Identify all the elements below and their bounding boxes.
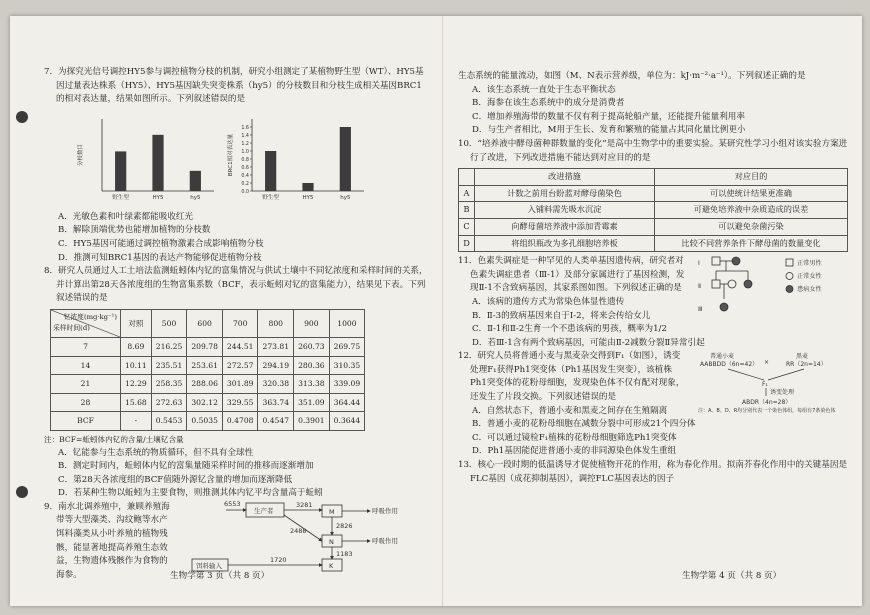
male-symbol bbox=[712, 280, 720, 288]
column-header-conc: 1000 bbox=[329, 309, 365, 337]
question-13-stem: 13．核心一段时期的低温诱导才促使植物开花的作用，称为春化作用。拟南芥春化作用中的关键基因是FLC基因（成花抑制基因），调控FLC基因表达的因子 bbox=[458, 460, 848, 484]
diagram-note: 注：A、B、D、R均分别代表一个染色体组，每组有7条染色体 bbox=[698, 408, 836, 415]
right-page bbox=[442, 16, 862, 486]
parent-1-genotype: AABBDD（6n=42） bbox=[700, 361, 759, 369]
column-header-purpose: 对应目的 bbox=[655, 169, 848, 186]
y-tick-label: 0.0 bbox=[241, 189, 249, 195]
table-cell: 351.09 bbox=[294, 393, 330, 412]
table-cell: 0.3901 bbox=[294, 412, 330, 431]
y-tick-label: 1.2 bbox=[241, 141, 249, 147]
page-footer-right: 生物学第 4 页（共 8 页） bbox=[682, 571, 782, 581]
table-cell: 364.44 bbox=[329, 393, 365, 412]
table-cell: 273.81 bbox=[258, 337, 294, 356]
x-tick-label: 野生型 bbox=[262, 194, 279, 201]
table-cell: 258.35 bbox=[151, 375, 187, 394]
table-cell: 209.78 bbox=[187, 337, 223, 356]
left-page bbox=[10, 16, 442, 579]
question-8-table bbox=[50, 309, 365, 431]
table-cell: - bbox=[121, 412, 152, 431]
bar bbox=[152, 135, 163, 191]
generation-label: Ⅲ bbox=[698, 306, 703, 314]
legend-label: 正常男性 bbox=[797, 260, 822, 268]
table-cell: 计数之前用台盼蓝对酵母菌染色 bbox=[475, 185, 655, 202]
f1-genotype: ABDR（4n=28） bbox=[742, 399, 792, 407]
cross-symbol: × bbox=[764, 359, 770, 367]
feed-label: 饵料输入 bbox=[196, 561, 222, 570]
legend-female-icon bbox=[786, 273, 793, 280]
affected-female-symbol bbox=[732, 257, 740, 265]
row-label: C bbox=[459, 218, 475, 235]
question-12-option-d: D．Ph1基因能促进普通小麦的非同源染色体发生重组 bbox=[472, 446, 677, 457]
row-label: 14 bbox=[51, 356, 121, 375]
table-header-row bbox=[51, 309, 365, 337]
question-9-option-d: D．与生产者相比，M用于生长、发育和繁殖的能量占其同化量比例更小 bbox=[472, 125, 746, 136]
x-tick-label: 野生型 bbox=[112, 194, 129, 201]
table-cell: 272.57 bbox=[222, 356, 258, 375]
row-label: D bbox=[459, 235, 475, 252]
question-12-option-c: C．可以通过镜检F₁植株的花粉母细胞筛选Ph1突变体 bbox=[472, 432, 677, 443]
table-cell: 将组织瓶改为多孔细胞培养板 bbox=[475, 235, 655, 252]
question-9-continued: 生态系统的能量流动，如图（M、N表示营养级，单位为：kJ·m⁻²·a⁻¹）。下列叙述正确的是 bbox=[458, 71, 806, 81]
table-cell: 272.63 bbox=[151, 393, 187, 412]
pedigree-chart bbox=[698, 255, 848, 323]
y-tick-label: 0.8 bbox=[241, 157, 249, 163]
legend-affected-icon bbox=[786, 286, 793, 293]
treatment-label: 诱变处理 bbox=[770, 389, 795, 397]
legend-label: 正常女性 bbox=[797, 273, 822, 281]
question-8-option-d: D．若某种生物以蚯蚓为主要食物，则推测其体内钇平均含量高于蚯蚓 bbox=[58, 488, 323, 499]
x-tick-label: hy5 bbox=[190, 194, 201, 201]
bar bbox=[340, 127, 351, 191]
table-row bbox=[51, 412, 365, 431]
table-row bbox=[459, 235, 848, 252]
column-header-conc: 500 bbox=[151, 309, 187, 337]
bar bbox=[115, 151, 126, 191]
m-label: M bbox=[329, 507, 335, 516]
y-tick-label: 0.6 bbox=[241, 165, 249, 171]
y-axis-label: BRC1相对表达量 bbox=[228, 133, 234, 176]
table-cell: 288.06 bbox=[187, 375, 223, 394]
table-cell: 216.25 bbox=[151, 337, 187, 356]
question-7-stem: 7．为探究光信号调控HY5参与调控植物分枝的机制，研究小组测定了某植物野生型（WT）、HY5基因过量表达株系（HY5）、HY5基因缺失突变株系（hy5）的分枝数目和分枝生成相关基因BRC1的相对表达量，结果如图所示。下列叙述错误的是 bbox=[44, 67, 424, 105]
generation-label: Ⅰ bbox=[698, 260, 700, 268]
table-cell: 363.74 bbox=[258, 393, 294, 412]
wheat-cross-diagram bbox=[698, 350, 848, 414]
respiration-label: 呼吸作用 bbox=[372, 506, 398, 515]
male-symbol bbox=[712, 257, 720, 265]
question-7-option-d: D．推测可知BRC1基因的表达产物能够促进植物分枝 bbox=[58, 252, 262, 263]
energy-flow-diagram bbox=[186, 497, 431, 579]
respiration-label: 呼吸作用 bbox=[372, 536, 398, 545]
table-cell: 0.5453 bbox=[151, 412, 187, 431]
flow-value: 2826 bbox=[336, 521, 353, 530]
question-9-stem: 9．南水北调养殖中，兼顾养殖海带等大型藻类、沟纹鲍等水产饵料藻类从小叶养殖的植物残骸，能显著地提高养殖生态效益，生物遗体残骸作为食物的海参。 bbox=[44, 501, 170, 580]
branch-count-chart bbox=[74, 111, 224, 207]
table-row bbox=[459, 218, 848, 235]
question-12-stem: 12．研究人员将普通小麦与黑麦杂交得到F₁（如图），诱变处理F₁获得Ph1突变体（Ph1基因发生突变），该植株Ph1突变体的花粉母细胞，发现染色体不仅有配对现象，还发生了片段交换。下列叙述错误的是 bbox=[458, 351, 685, 403]
question-9-block bbox=[44, 501, 430, 579]
table-row bbox=[459, 185, 848, 202]
y-axis-label: 分枝数目 bbox=[78, 143, 84, 166]
table-row bbox=[459, 202, 848, 219]
table-corner bbox=[459, 169, 475, 186]
female-symbol bbox=[728, 280, 736, 288]
table-cell: 302.12 bbox=[187, 393, 223, 412]
table-cell: 253.61 bbox=[187, 356, 223, 375]
y-tick-label: 1.6 bbox=[241, 125, 249, 131]
question-7-option-a: A．光敏色素和叶绿素都能吸收红光 bbox=[58, 211, 194, 222]
question-11-option-b: B．Ⅱ-3的致病基因来自于Ⅰ-2，将来会传给女儿 bbox=[472, 310, 651, 321]
question-7-option-c: C．HY5基因可能通过调控植物激素合成影响植物分枝 bbox=[58, 238, 264, 249]
table-cell: 向酵母菌培养液中添加青霉素 bbox=[475, 218, 655, 235]
flow-value: 3281 bbox=[296, 500, 313, 509]
page-footer-left: 生物学第 3 页（共 8 页） bbox=[170, 571, 270, 581]
bar bbox=[302, 183, 313, 191]
question-11-option-a: A．该病的遗传方式为常染色体显性遗传 bbox=[472, 296, 625, 307]
y-tick-label: 1.0 bbox=[241, 149, 249, 155]
table-cell: 可避免培养液中杂质造成的误差 bbox=[655, 202, 848, 219]
exam-sheet bbox=[10, 16, 862, 606]
bar bbox=[265, 151, 276, 191]
x-tick-label: HY5 bbox=[302, 194, 314, 201]
table-cell: 320.38 bbox=[258, 375, 294, 394]
table-row bbox=[51, 356, 365, 375]
table-cell: 0.4708 bbox=[222, 412, 258, 431]
row-label: B bbox=[459, 202, 475, 219]
table-cell: 15.68 bbox=[121, 393, 152, 412]
question-8-note: 注：BCF=蚯蚓体内钇的含量/土壤钇含量 bbox=[44, 434, 184, 444]
table-cell: 可以避免杂菌污染 bbox=[655, 218, 848, 235]
table-cell: 8.69 bbox=[121, 337, 152, 356]
row-label: 7 bbox=[51, 337, 121, 356]
table-cell: 比较不同营养条件下酵母菌的数量变化 bbox=[655, 235, 848, 252]
table-cell: 0.3644 bbox=[329, 412, 365, 431]
affected-female-symbol bbox=[720, 303, 728, 311]
table-cell: 310.35 bbox=[329, 356, 365, 375]
legend-label: 患病女性 bbox=[797, 286, 822, 294]
flow-value: 1720 bbox=[270, 555, 287, 564]
brc1-expression-chart bbox=[224, 111, 374, 207]
n-label: N bbox=[329, 537, 334, 546]
x-tick-label: hy5 bbox=[340, 194, 351, 201]
question-11-option-d: D．若Ⅲ-1含有两个致病基因，可能由Ⅱ-2减数分裂Ⅱ异常引起 bbox=[472, 337, 705, 348]
table-cell: 269.75 bbox=[329, 337, 365, 356]
question-11-option-c: C．Ⅱ-1和Ⅱ-2生育一个不患该病的男孩，概率为1/2 bbox=[472, 324, 667, 335]
diag-bottom-label: 采样时间(d) bbox=[53, 324, 90, 333]
row-label: BCF bbox=[51, 412, 121, 431]
question-8-option-b: B．测定时间内，蚯蚓体内钇的富集量随采样时间的推移而逐渐增加 bbox=[58, 461, 314, 472]
legend-male-icon bbox=[786, 259, 793, 266]
affected-female-symbol bbox=[744, 280, 752, 288]
column-header-measure: 改进措施 bbox=[475, 169, 655, 186]
table-row bbox=[51, 375, 365, 394]
table-cell: 329.55 bbox=[222, 393, 258, 412]
table-cell: 12.29 bbox=[121, 375, 152, 394]
row-label: 21 bbox=[51, 375, 121, 394]
row-label: 28 bbox=[51, 393, 121, 412]
cross-line bbox=[768, 369, 804, 380]
parent-2-genotype: RR（2n=14） bbox=[786, 361, 827, 369]
question-9-option-c: C．增加养殖海带的数量不仅有利于提高轮船产量，还能提升能量利用率 bbox=[472, 111, 745, 122]
diag-top-label: 钇浓度(mg·kg⁻¹) bbox=[63, 312, 117, 321]
question-8-stem: 8．研究人员通过人工土培法监测蚯蚓体内钇的富集情况与供试土壤中不同钇浓度和采样时间的关系，并计算出第28天各浓度组的生物富集系数（BCF，表示蚯蚓对钇的富集能力），结果见下表。下列叙述错误的是 bbox=[44, 266, 428, 304]
table-cell: 0.4547 bbox=[258, 412, 294, 431]
table-cell: 280.36 bbox=[294, 356, 330, 375]
flow-value: 1183 bbox=[336, 549, 353, 558]
producer-label: 生产者 bbox=[254, 506, 274, 515]
question-8-option-a: A．钇能参与生态系统的物质循环，但不具有全球性 bbox=[58, 447, 254, 458]
table-cell: 0.5035 bbox=[187, 412, 223, 431]
table-cell: 260.73 bbox=[294, 337, 330, 356]
table-cell: 10.11 bbox=[121, 356, 152, 375]
binder-hole bbox=[16, 486, 28, 498]
table-cell: 235.51 bbox=[151, 356, 187, 375]
parent-1-label: 普通小麦 bbox=[710, 353, 735, 361]
binder-hole bbox=[16, 111, 28, 123]
table-cell: 244.51 bbox=[222, 337, 258, 356]
question-12-option-a: A．自然状态下，普通小麦和黑麦之间存在生殖隔离 bbox=[472, 405, 668, 416]
table-row bbox=[51, 337, 365, 356]
question-7-charts bbox=[44, 111, 430, 207]
y-tick-label: 0.4 bbox=[241, 173, 249, 179]
column-header-conc: 800 bbox=[258, 309, 294, 337]
table-cell: 可以使统计结果更准确 bbox=[655, 185, 848, 202]
bar bbox=[190, 171, 201, 191]
question-10-stem: 10．“培养液中酵母菌种群数量的变化”是高中生物学中的重要实验。某研究性学习小组对该实验方案进行了改进，下列改进措施不能达到对应目的的是 bbox=[458, 138, 848, 163]
question-7-option-b: B．解除顶端优势也能增加植物的分枝数 bbox=[58, 225, 211, 236]
column-header-conc: 600 bbox=[187, 309, 223, 337]
column-header-control: 对照 bbox=[121, 309, 152, 337]
question-8-option-c: C．第28天各浓度组的BCF值随外源钇含量的增加而逐渐降低 bbox=[58, 474, 293, 485]
table-cell: 301.89 bbox=[222, 375, 258, 394]
table-cell: 294.19 bbox=[258, 356, 294, 375]
column-header-conc: 900 bbox=[294, 309, 330, 337]
row-label: A bbox=[459, 185, 475, 202]
question-9-option-a: A．该生态系统一直处于生态平衡状态 bbox=[472, 84, 616, 95]
y-tick-label: 0.2 bbox=[241, 181, 249, 187]
parent-2-label: 黑麦 bbox=[796, 353, 809, 361]
cross-line bbox=[728, 369, 764, 380]
y-tick-label: 1.4 bbox=[241, 133, 249, 139]
x-tick-label: HY5 bbox=[152, 194, 164, 201]
table-cell: 入铺料需先吸水沉淀 bbox=[475, 202, 655, 219]
f1-label: F₁ bbox=[762, 381, 768, 389]
question-11-stem: 11．色素失调症是一种罕见的人类单基因遗传病，研究者对色素失调症患者（Ⅲ-1）及部分家属进行了基因检测，发现Ⅱ-1不含致病基因，其家系图如图。下列叙述正确的是 bbox=[458, 256, 685, 294]
table-row bbox=[51, 393, 365, 412]
k-label: K bbox=[329, 561, 334, 570]
table-cell: 313.38 bbox=[294, 375, 330, 394]
table-cell: 339.09 bbox=[329, 375, 365, 394]
table-diagonal-header bbox=[51, 309, 121, 337]
column-header-conc: 700 bbox=[222, 309, 258, 337]
question-10-table bbox=[458, 168, 848, 252]
table-header-row bbox=[459, 169, 848, 186]
flow-value: 6553 bbox=[224, 499, 241, 508]
generation-label: Ⅱ bbox=[698, 283, 702, 291]
flow-value: 2488 bbox=[290, 526, 307, 535]
question-9-option-b: B．海参在该生态系统中的成分是消费者 bbox=[472, 98, 625, 109]
question-12-option-b: B．普通小麦的花粉母细胞在减数分裂中可形成21个四分体 bbox=[472, 419, 696, 430]
